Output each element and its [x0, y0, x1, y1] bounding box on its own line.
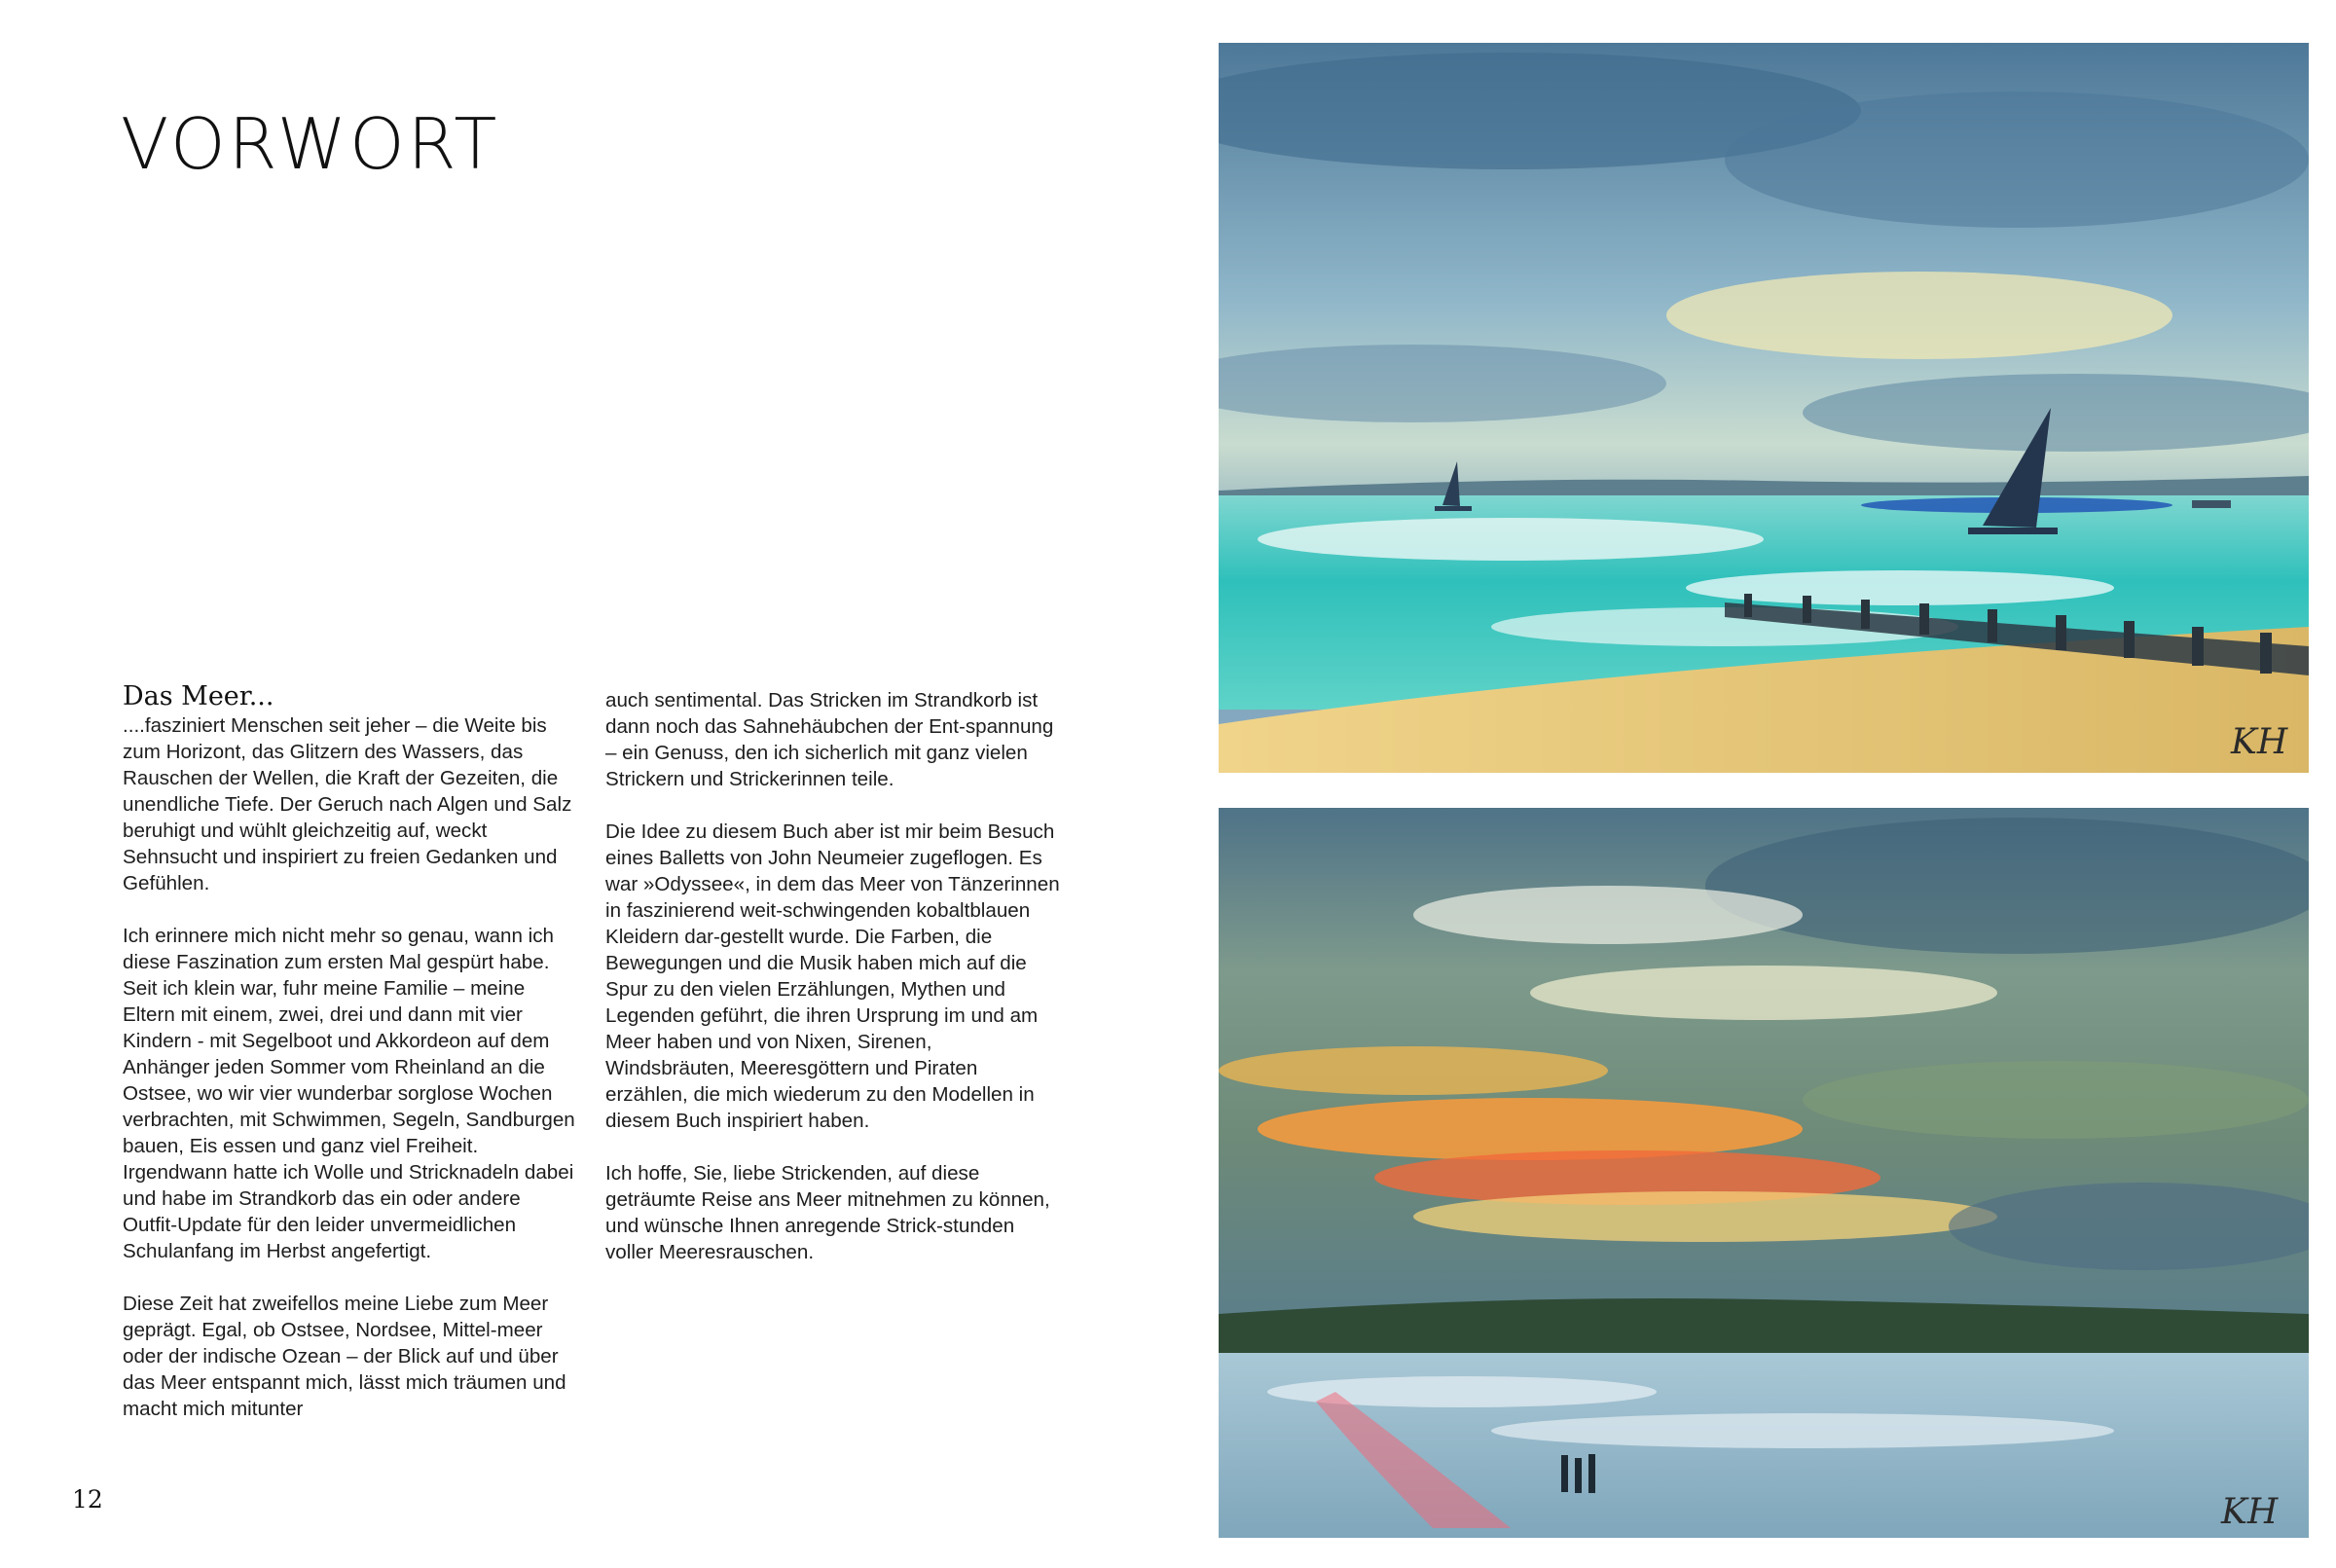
right-text-column	[605, 687, 1063, 1292]
paragraph: ....fasziniert Menschen seit jeher – die Weite bis zum Horizont, das Glitzern des Wassers, das Rauschen der Wellen, die Kraft der Gezeiten, die unendliche Tiefe. Der Geruch nach Algen und Salz beruhigt und wühlt gleichzeitig auf, weckt Sehnsucht und inspiriert zu freien Gedanken und Gefühlen.	[123, 714, 572, 894]
artist-signature: KH	[2231, 722, 2288, 762]
artist-signature: KH	[2221, 1492, 2279, 1532]
page-title: VORWORT	[121, 103, 500, 185]
watercolor-seascape-sailboats	[1219, 43, 2309, 773]
section-heading: Das Meer...	[123, 681, 274, 711]
paragraph: Die Idee zu diesem Buch aber ist mir beim Besuch eines Balletts von John Neumeier zugeflogen. Es war »Odyssee«, in dem das Meer von Tänzerinnen in faszinierend weit-schwingenden kobaltblauen Kleidern dar-gestellt wurde. Die Farben, die Bewegungen und die Musik haben mich auf die Spur zu den vielen Erzählungen, Mythen und Legenden geführt, die ihren Ursprung im und am Meer haben und von Nixen, Sirenen, Windsbräuten, Meeresgöttern und Piraten erzählen, die mich wiederum zu den Modellen in diesem Buch inspiriert haben.	[605, 820, 1060, 1132]
paragraph: Ich hoffe, Sie, liebe Strickenden, auf diese geträumte Reise ans Meer mitnehmen zu können, und wünsche Ihnen anregende Strick-stunden voller Meeresrauschen.	[605, 1162, 1050, 1263]
watercolor-sunset-coast	[1219, 808, 2309, 1538]
paragraph: Ich erinnere mich nicht mehr so genau, wann ich diese Faszination zum ersten Mal gespürt habe. Seit ich klein war, fuhr meine Familie – meine Eltern mit einem, zwei, drei und dann mit vier Kindern - mit Segelboot und Akkordeon auf dem Anhänger jeden Sommer vom Rheinland an die Ostsee, wo wir vier wunderbar sorglose Wochen verbrachten, mit Schwimmen, Segeln, Sandburgen bauen, Eis essen und ganz viel Freiheit. Irgendwann hatte ich Wolle und Stricknadeln dabei und habe im Strandkorb das ein oder andere Outfit-Update für den leider unvermeidlichen Schulanfang im Herbst angefertigt.	[123, 925, 575, 1262]
paragraph: Diese Zeit hat zweifellos meine Liebe zum Meer geprägt. Egal, ob Ostsee, Nordsee, Mittel-meer oder der indische Ozean – der Blick auf und über das Meer entspannt mich, lässt mich träumen und macht mich mitunter	[123, 1293, 566, 1420]
paragraph: auch sentimental. Das Stricken im Strandkorb ist dann noch das Sahnehäubchen der Ent-spannung – ein Genuss, den ich sicherlich mit ganz vielen Strickern und Strickerinnen teile.	[605, 689, 1054, 790]
page-number: 12	[72, 1485, 103, 1513]
left-text-column	[123, 681, 580, 1448]
